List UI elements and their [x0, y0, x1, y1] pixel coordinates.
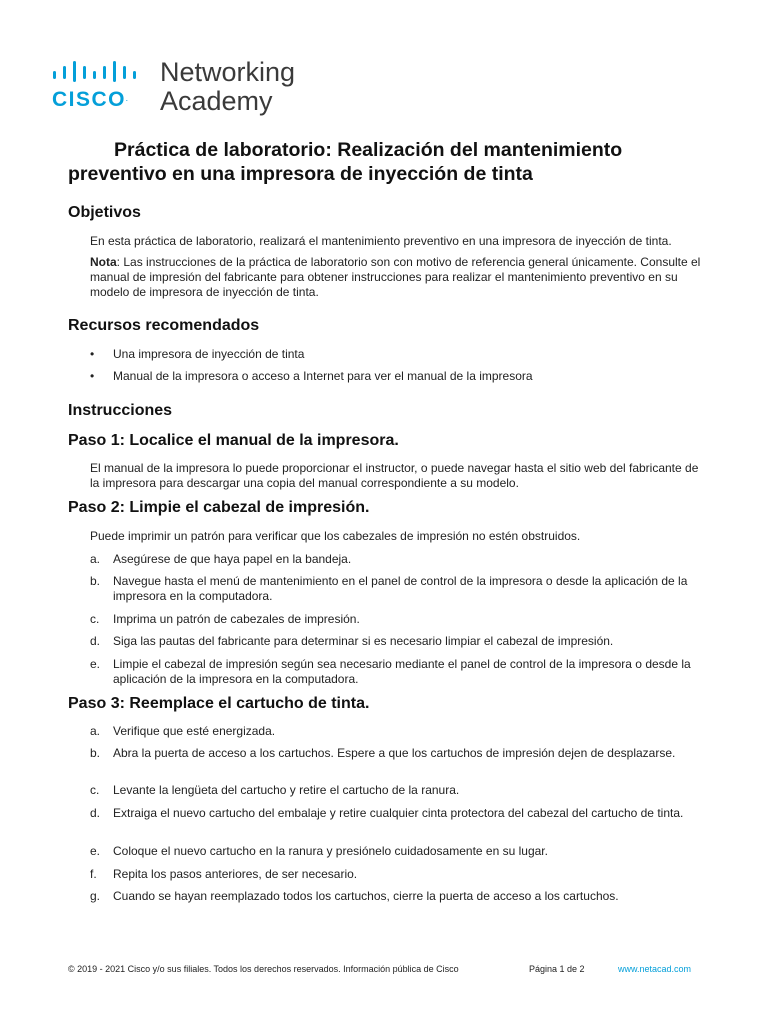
networking-academy-logo: CISCO. Networking Academy: [52, 57, 296, 116]
step-2-intro: Puede imprimir un patrón para verificar que los cabezales de impresión no estén obstruidos.: [90, 529, 581, 543]
bullet-icon: •: [90, 347, 95, 361]
step-heading-2: Paso 2: Limpie el cabezal de impresión.: [68, 499, 370, 516]
document-title: [68, 138, 708, 186]
note-label: Nota: [90, 255, 117, 269]
objetivos-note: [90, 255, 705, 300]
page-number: Página 1 de 2: [529, 964, 585, 974]
cisco-bars-icon: [52, 60, 144, 82]
title-line-2: preventivo en una impresora de inyección de tinta: [68, 163, 533, 185]
logo-academy-text: Academy: [160, 86, 273, 116]
note-text: : Las instrucciones de la práctica de laboratorio son con motivo de referencia general únicamente. Consulte el manual de impresión del fabricante para obtener instrucciones para realizar el mantenimiento preventivo en su modelo de impresora de inyección de tinta.: [90, 255, 701, 299]
section-heading-instrucciones: Instrucciones: [68, 402, 173, 419]
page-footer: [68, 964, 708, 978]
cisco-wordmark: CISCO: [52, 88, 127, 111]
logo-networking-text: Networking: [160, 57, 296, 87]
step-1-text: El manual de la impresora lo puede proporcionar el instructor, o puede navegar hasta el sitio web del fabricante de la impresora para descargar una copia del manual correspondiente a su modelo.: [90, 461, 699, 490]
step-heading-1: Paso 1: Localice el manual de la impresora.: [68, 432, 399, 449]
step-heading-3: Paso 3: Reemplace el cartucho de tinta.: [68, 695, 370, 712]
footer-website-link[interactable]: www.netacad.com: [618, 964, 692, 974]
title-line-1: Práctica de laboratorio: Realización del mantenimiento: [114, 139, 623, 161]
footer-copyright: © 2019 - 2021 Cisco y/o sus filiales. Todos los derechos reservados. Información pública de Cisco: [68, 964, 459, 974]
section-heading-objetivos: Objetivos: [68, 204, 141, 221]
section-heading-recursos: Recursos recomendados: [68, 317, 260, 334]
bullet-icon: •: [90, 369, 95, 383]
objetivos-text: En esta práctica de laboratorio, realizará el mantenimiento preventivo en una impresora de inyección de tinta.: [90, 234, 672, 248]
